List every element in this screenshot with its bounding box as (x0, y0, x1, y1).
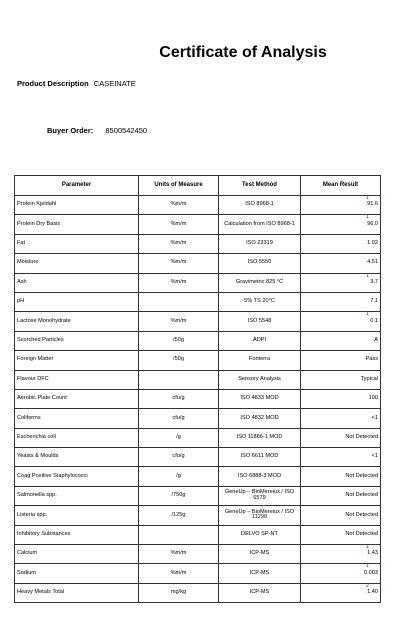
units-cell: %m/m (139, 564, 219, 583)
table-row (15, 486, 381, 505)
table-header-row (15, 176, 381, 196)
method-cell: ISO 11866-1 MOD (219, 428, 301, 447)
result-value: 96.0 (367, 220, 378, 227)
method-cell: ISO 5550 (219, 254, 301, 273)
parameter-cell: Inhibitory Substances (15, 525, 139, 544)
result-value: Pass (365, 356, 378, 363)
units-cell: %m/m (139, 273, 219, 292)
table-row (15, 254, 381, 273)
result-cell (301, 467, 381, 486)
table-row (15, 312, 381, 331)
result-value: Not Detected (345, 511, 378, 518)
method-cell: ISO 6611 MOD (219, 448, 301, 467)
result-value: 100 (368, 395, 378, 402)
units-cell: /g (139, 428, 219, 447)
method-cell: ICP-MS (219, 545, 301, 564)
parameter-cell: Coliforms (15, 409, 139, 428)
result-cell (301, 254, 381, 273)
footnote-marker: 1 (365, 195, 369, 201)
column-header-method: Test Method (219, 176, 301, 196)
footnote-marker: 1 (365, 563, 369, 570)
footnote-marker: 1 (365, 311, 369, 318)
result-value: 7.1 (370, 298, 378, 305)
result-value: 3.7 (370, 278, 378, 285)
column-header-parameter: Parameter (15, 176, 139, 196)
table-row (15, 234, 381, 253)
method-cell: Calculation from ISO 8968-1 (219, 215, 301, 234)
parameter-cell: Flavour DFC (15, 370, 139, 389)
result-value: Not Detected (345, 530, 378, 537)
parameter-cell: Ash (15, 273, 139, 292)
result-value: 4.51 (367, 259, 378, 266)
result-cell (301, 234, 381, 253)
result-value: 91.6 (367, 201, 378, 208)
method-cell: GeneUp – BioMereiux / ISO 11290 (219, 506, 301, 525)
parameter-cell: Yeasts & Moulds (15, 448, 139, 467)
units-cell: /g (139, 467, 219, 486)
method-cell: ICP-MS (219, 583, 301, 602)
method-cell: Sensory Analysis (219, 370, 301, 389)
buyer-order (47, 126, 147, 135)
parameter-cell: Salmonella spp. (15, 486, 139, 505)
units-cell: mg/kg (139, 583, 219, 602)
parameter-cell: Coag Positive Staphylococci (15, 467, 139, 486)
parameter-cell: Protein Kjeldahl (15, 196, 139, 215)
table-row (15, 564, 381, 583)
units-cell: /50g (139, 351, 219, 370)
table-row (15, 351, 381, 370)
table-row (15, 448, 381, 467)
result-value: <1 (371, 453, 378, 460)
units-cell: %m/m (139, 545, 219, 564)
result-cell (301, 486, 381, 505)
analysis-table (14, 175, 381, 603)
result-cell (301, 273, 381, 292)
table-row (15, 370, 381, 389)
units-cell: %m/m (139, 234, 219, 253)
method-cell: GeneUp – BioMereiux / ISO 6579 (219, 486, 301, 505)
result-cell (301, 196, 381, 215)
footnote-marker: 1 (365, 544, 369, 551)
method-cell: ISO 5548 (219, 312, 301, 331)
result-cell (301, 292, 381, 311)
units-cell (139, 292, 219, 311)
table-row (15, 331, 381, 350)
method-cell: 5% TS 20°C (219, 292, 301, 311)
table-row (15, 583, 381, 602)
result-cell (301, 448, 381, 467)
parameter-cell: Lactose Monohydrate (15, 312, 139, 331)
result-cell (301, 389, 381, 408)
method-cell: ISO 4833 MOD (219, 389, 301, 408)
result-cell (301, 583, 381, 602)
result-cell (301, 564, 381, 583)
result-cell (301, 370, 381, 389)
footnote-marker: 1 (365, 272, 369, 279)
method-cell: ISO 23319 (219, 234, 301, 253)
table-row (15, 409, 381, 428)
buyer-order-label: Buyer Order: (47, 126, 94, 135)
buyer-order-value: 8500542450 (105, 126, 148, 135)
result-cell (301, 428, 381, 447)
method-cell: DELVO SP-NT (219, 525, 301, 544)
method-cell: ISO 4832 MOD (219, 409, 301, 428)
result-cell (301, 506, 381, 525)
product-description-label: Product Description (17, 79, 89, 88)
result-cell (301, 215, 381, 234)
product-description-value: CASEINATE (93, 79, 136, 88)
units-cell: %m/m (139, 312, 219, 331)
units-cell: %m/m (139, 254, 219, 273)
parameter-cell: Fat (15, 234, 139, 253)
result-cell (301, 312, 381, 331)
product-description (17, 79, 136, 88)
result-cell (301, 351, 381, 370)
units-cell (139, 370, 219, 389)
result-value: Not Detected (345, 472, 378, 479)
table-row (15, 467, 381, 486)
method-cell: ICP-MS (219, 564, 301, 583)
parameter-cell: Listeria spp. (15, 506, 139, 525)
parameter-cell: Moisture (15, 254, 139, 273)
units-cell: cfu/g (139, 409, 219, 428)
method-cell: Fonterra (219, 351, 301, 370)
method-cell: ADPI (219, 331, 301, 350)
result-value: Not Detected (345, 433, 378, 440)
method-cell: ISO 8968-1 (219, 196, 301, 215)
column-header-result: Mean Result (301, 176, 381, 196)
method-cell: ISO 6888-3 MOD (219, 467, 301, 486)
table-row (15, 389, 381, 408)
result-value: 0.003 (364, 569, 378, 576)
parameter-cell: Aerobic Plate Count (15, 389, 139, 408)
table-row (15, 273, 381, 292)
result-value: 1.02 (367, 240, 378, 247)
result-cell (301, 525, 381, 544)
units-cell: %m/m (139, 215, 219, 234)
parameter-cell: Sodium (15, 564, 139, 583)
parameter-cell: Calcium (15, 545, 139, 564)
parameter-cell: Escherichia coli (15, 428, 139, 447)
footnote-marker: 1 (365, 214, 369, 221)
table-row (15, 428, 381, 447)
method-cell: Gravimetric 825 °C (219, 273, 301, 292)
units-cell: cfu/g (139, 389, 219, 408)
parameter-cell: Protein Dry Basis (15, 215, 139, 234)
table-row (15, 292, 381, 311)
table-row (15, 525, 381, 544)
table-row (15, 215, 381, 234)
result-cell (301, 409, 381, 428)
table-row (15, 506, 381, 525)
units-cell: /125g (139, 506, 219, 525)
table-row (15, 545, 381, 564)
units-cell: /50g (139, 331, 219, 350)
result-value: 0.1 (370, 317, 378, 324)
result-value: Typical (360, 375, 378, 382)
result-value: <1 (371, 414, 378, 421)
result-cell (301, 331, 381, 350)
units-cell: /750g (139, 486, 219, 505)
footnote-marker: 2 (365, 582, 369, 589)
result-cell (301, 545, 381, 564)
column-header-units: Units of Measure (139, 176, 219, 196)
units-cell: %m/m (139, 196, 219, 215)
result-value: Not Detected (345, 492, 378, 499)
result-value: 1.40 (367, 589, 378, 596)
result-value: A (374, 337, 378, 343)
parameter-cell: pH (15, 292, 139, 311)
table-row (15, 196, 381, 215)
units-cell (139, 525, 219, 544)
result-value: 1.43 (367, 550, 378, 557)
parameter-cell: Heavy Metals Total (15, 583, 139, 602)
units-cell: cfu/g (139, 448, 219, 467)
parameter-cell: Scorched Particles (15, 331, 139, 350)
page-title: Certificate of Analysis (159, 44, 327, 61)
parameter-cell: Foreign Matter (15, 351, 139, 370)
